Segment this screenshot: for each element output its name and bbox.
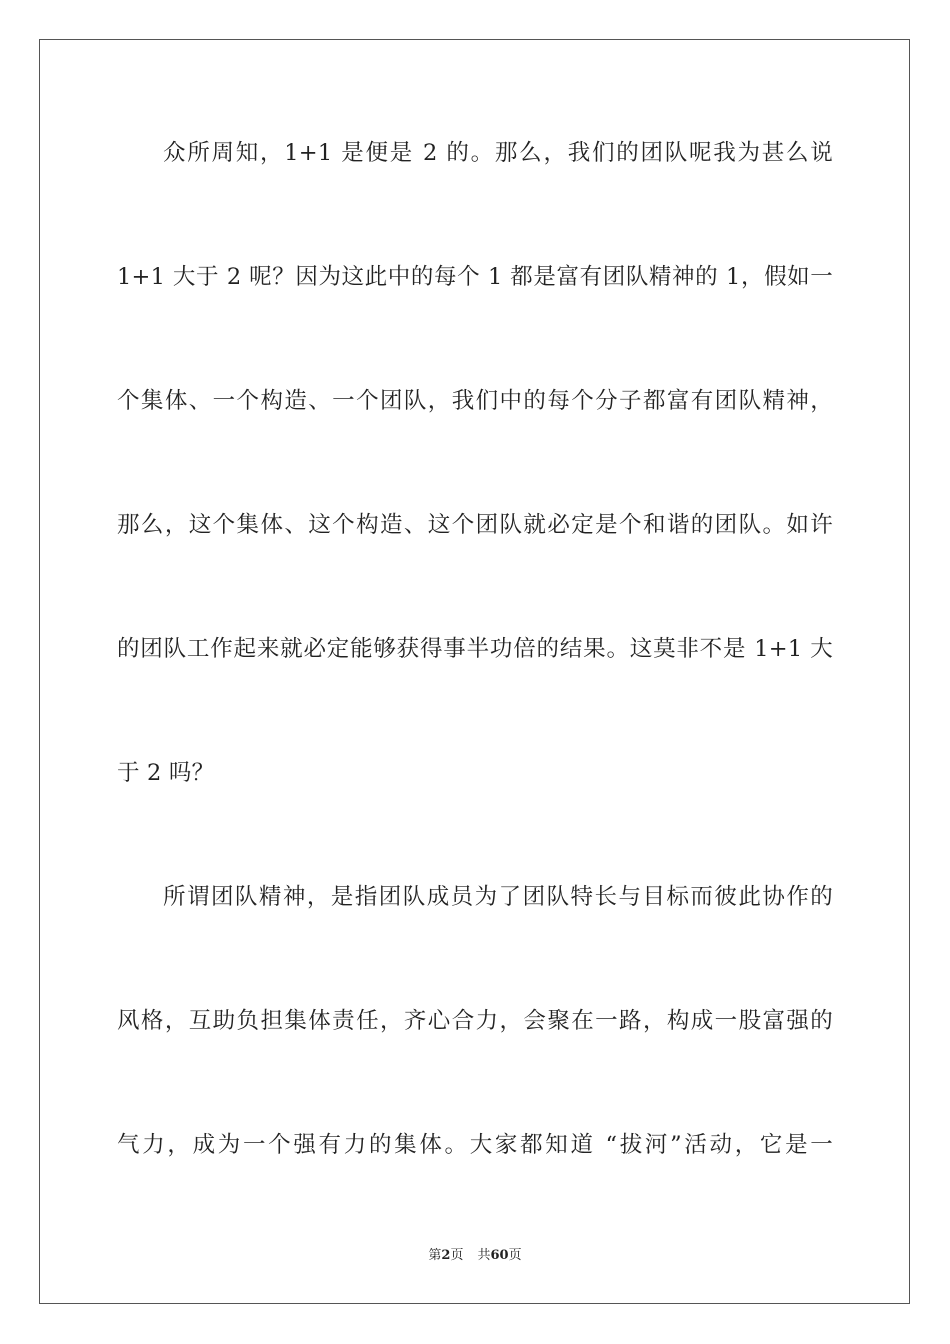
footer-total-prefix: 共	[477, 1248, 491, 1263]
footer-page-prefix: 第	[428, 1248, 442, 1263]
footer-page-number: 2	[441, 1248, 451, 1263]
paragraph-1-line-3: 个集体、一个构造、一个团队，我们中的每个分子都富有团队精神，	[117, 388, 833, 414]
page-border	[39, 39, 910, 1304]
paragraph-1-line-5: 的团队工作起来就必定能够获得事半功倍的结果。这莫非不是 1+1 大	[117, 636, 833, 662]
paragraph-1-line-1: 众所周知，1+1 是便是 2 的。那么，我们的团队呢我为甚么说	[163, 140, 833, 166]
paragraph-1-line-4: 那么，这个集体、这个构造、这个团队就必定是个和谐的团队。如许	[117, 512, 833, 538]
paragraph-2-line-2: 风格，互助负担集体责任，齐心合力，会聚在一路，构成一股富强的	[117, 1008, 833, 1034]
paragraph-2-line-3: 气力，成为一个强有力的集体。大家都知道 “拔河”活动，它是一	[117, 1132, 833, 1158]
paragraph-1-line-2: 1+1 大于 2 呢？因为这此中的每个 1 都是富有团队精神的 1，假如一	[117, 264, 833, 290]
paragraph-1-line-6: 于 2 吗？	[117, 760, 215, 786]
page-footer	[0, 1248, 950, 1264]
footer-total-pages: 60	[490, 1248, 509, 1263]
paragraph-2-line-1: 所谓团队精神，是指团队成员为了团队特长与目标而彼此协作的	[163, 884, 833, 910]
footer-total-suffix: 页	[508, 1248, 522, 1263]
footer-page-suffix: 页	[450, 1248, 464, 1263]
